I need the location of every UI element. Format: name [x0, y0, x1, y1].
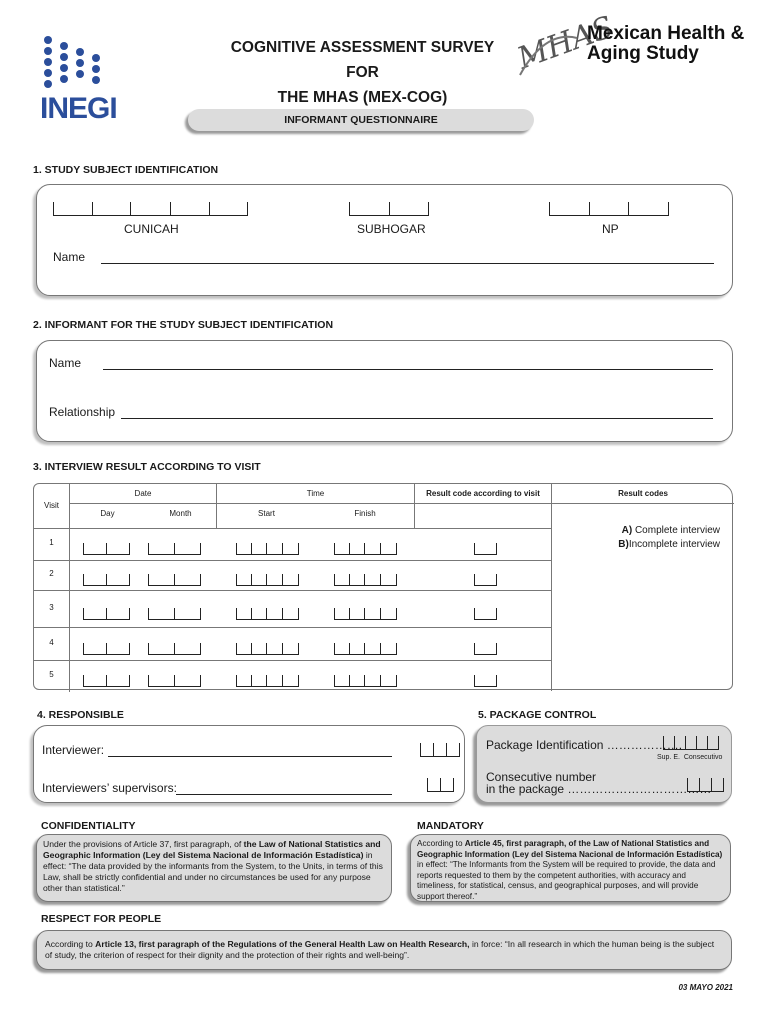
mhas-mark-icon	[512, 9, 618, 86]
interviewer-line[interactable]	[108, 756, 392, 757]
title-line-2: THE MHAS (MEX-COG)	[277, 89, 448, 106]
subhogar-label: SUBHOGAR	[357, 222, 426, 236]
mandatory-title: MANDATORY	[417, 820, 484, 832]
section5-box	[476, 725, 732, 803]
col-time: Time	[217, 484, 415, 504]
col-result-codes: Result codes	[552, 484, 734, 504]
mhas-mark-text: MHAS	[512, 9, 618, 77]
visit-table	[33, 483, 733, 690]
respect-box: According to Article 13, first paragraph of the Regulations of the General Health Law on Health Research, in force: “In all research in which the human being is the subject of study, the criterion of respect for their dignity and the protection of their rights and well-being”.	[36, 930, 732, 970]
interviewer-label: Interviewer:	[42, 743, 105, 757]
sup-label: Sup. E.	[657, 754, 680, 761]
mhas-line-1: Mexican Health &	[587, 23, 745, 44]
respect-title: RESPECT FOR PEOPLE	[41, 913, 162, 925]
cunicah-label: CUNICAH	[124, 222, 179, 236]
result-code-box[interactable]	[474, 574, 497, 586]
col-month: Month	[145, 504, 217, 528]
code-b: B)Incomplete interview	[618, 539, 720, 550]
day-boxes[interactable]	[83, 543, 130, 555]
footer-date: 03 MAYO 2021	[678, 983, 733, 992]
visit-row	[34, 590, 552, 627]
subhogar-boxes[interactable]	[349, 202, 429, 216]
start-boxes[interactable]	[236, 675, 299, 687]
start-boxes[interactable]	[236, 574, 299, 586]
start-boxes[interactable]	[236, 608, 299, 620]
np-label: NP	[602, 222, 619, 236]
result-code-box[interactable]	[474, 643, 497, 655]
visit-number: 2	[34, 561, 70, 591]
subject-name-label: Name	[53, 250, 86, 264]
consecutive-number-boxes[interactable]	[687, 778, 724, 792]
finish-boxes[interactable]	[334, 574, 397, 586]
relationship-label: Relationship	[49, 405, 116, 419]
result-code-box[interactable]	[474, 543, 497, 555]
visit-number: 1	[34, 529, 70, 561]
section1-title: 1. STUDY SUBJECT IDENTIFICATION	[33, 164, 219, 176]
result-codes-legend	[552, 524, 720, 552]
questionnaire-label: INFORMANT QUESTIONNAIRE	[188, 109, 534, 131]
visit-number: 4	[34, 628, 70, 661]
section2-box	[36, 340, 733, 442]
start-boxes[interactable]	[236, 543, 299, 555]
survey-title	[215, 35, 510, 110]
month-boxes[interactable]	[148, 574, 201, 586]
confidentiality-box: Under the provisions of Article 37, first paragraph, of the Law of National Statistics and Geographic Information (Ley del Sistema Nacional de Información Estadística) in effect: “The data provided by the informants from the System, to the Units, in terms of this Law, shall be strictly confidential and under no circumstances be used for any purpose other than statistical.”	[36, 834, 392, 902]
supervisor-boxes[interactable]	[427, 778, 454, 792]
visit-row	[34, 560, 552, 590]
visit-row	[34, 660, 552, 691]
cunicah-boxes[interactable]	[53, 202, 248, 216]
finish-boxes[interactable]	[334, 643, 397, 655]
section4-box	[33, 725, 465, 803]
month-boxes[interactable]	[148, 675, 201, 687]
consecutive-number-label: Consecutive number in the package ………………………………	[486, 770, 712, 796]
subject-name-line[interactable]	[101, 263, 714, 264]
section3-title: 3. INTERVIEW RESULT ACCORDING TO VISIT	[33, 461, 261, 473]
day-boxes[interactable]	[83, 675, 130, 687]
interviewer-boxes[interactable]	[420, 743, 460, 757]
col-date: Date	[70, 484, 217, 504]
confidentiality-title: CONFIDENTIALITY	[41, 820, 136, 832]
start-boxes[interactable]	[236, 643, 299, 655]
supervisors-line[interactable]	[176, 794, 392, 795]
col-day: Day	[100, 509, 115, 518]
code-a: A) Complete interview	[621, 525, 720, 536]
visit-row	[34, 627, 552, 660]
inegi-wordmark: INEGI	[40, 92, 117, 125]
mhas-line-2: Aging Study	[587, 43, 699, 64]
col-result-code: Result code according to visit	[415, 484, 552, 504]
consecutive-label: Consecutivo	[683, 754, 723, 761]
visit-number: 3	[34, 591, 70, 628]
result-code-box[interactable]	[474, 608, 497, 620]
section4-title: 4. RESPONSIBLE	[37, 709, 124, 721]
result-code-box[interactable]	[474, 675, 497, 687]
col-visit: Visit	[34, 484, 70, 528]
title-line-1: COGNITIVE ASSESSMENT SURVEY FOR	[230, 39, 495, 81]
section2-title: 2. INFORMANT FOR THE STUDY SUBJECT IDENTIFICATION	[33, 319, 334, 331]
finish-boxes[interactable]	[334, 675, 397, 687]
col-start: Start	[258, 509, 275, 518]
np-boxes[interactable]	[549, 202, 669, 216]
relationship-line[interactable]	[121, 418, 713, 419]
month-boxes[interactable]	[148, 608, 201, 620]
mhas-wordmark	[587, 24, 744, 64]
supervisors-label: Interviewers’ supervisors:	[42, 781, 177, 795]
month-boxes[interactable]	[148, 543, 201, 555]
section1-box	[36, 184, 733, 296]
inegi-logo	[40, 36, 122, 124]
mandatory-box: According to Article 45, first paragraph, of the Law of National Statistics and Geographic Information (Ley del Sistema Nacional de Información Estadística) in effect: “The Informants from the System will be required to provide, the data and reports requested to them by the competent authorities, with accuracy and timeliness, for statistical, census, and geographical purposes, and will provide support thereof.”	[410, 834, 731, 902]
day-boxes[interactable]	[83, 574, 130, 586]
mhas-logo	[512, 9, 765, 86]
informant-name-label: Name	[49, 356, 82, 370]
finish-boxes[interactable]	[334, 543, 397, 555]
visit-row	[34, 528, 552, 560]
section5-title: 5. PACKAGE CONTROL	[478, 709, 597, 721]
informant-name-line[interactable]	[103, 369, 713, 370]
package-id-legend	[657, 754, 722, 761]
col-finish: Finish	[316, 504, 415, 528]
package-id-boxes[interactable]	[663, 736, 719, 750]
day-boxes[interactable]	[83, 608, 130, 620]
finish-boxes[interactable]	[334, 608, 397, 620]
month-boxes[interactable]	[148, 643, 201, 655]
day-boxes[interactable]	[83, 643, 130, 655]
visit-number: 5	[34, 661, 70, 692]
package-id-label: Package Identification ……………….	[486, 738, 683, 752]
